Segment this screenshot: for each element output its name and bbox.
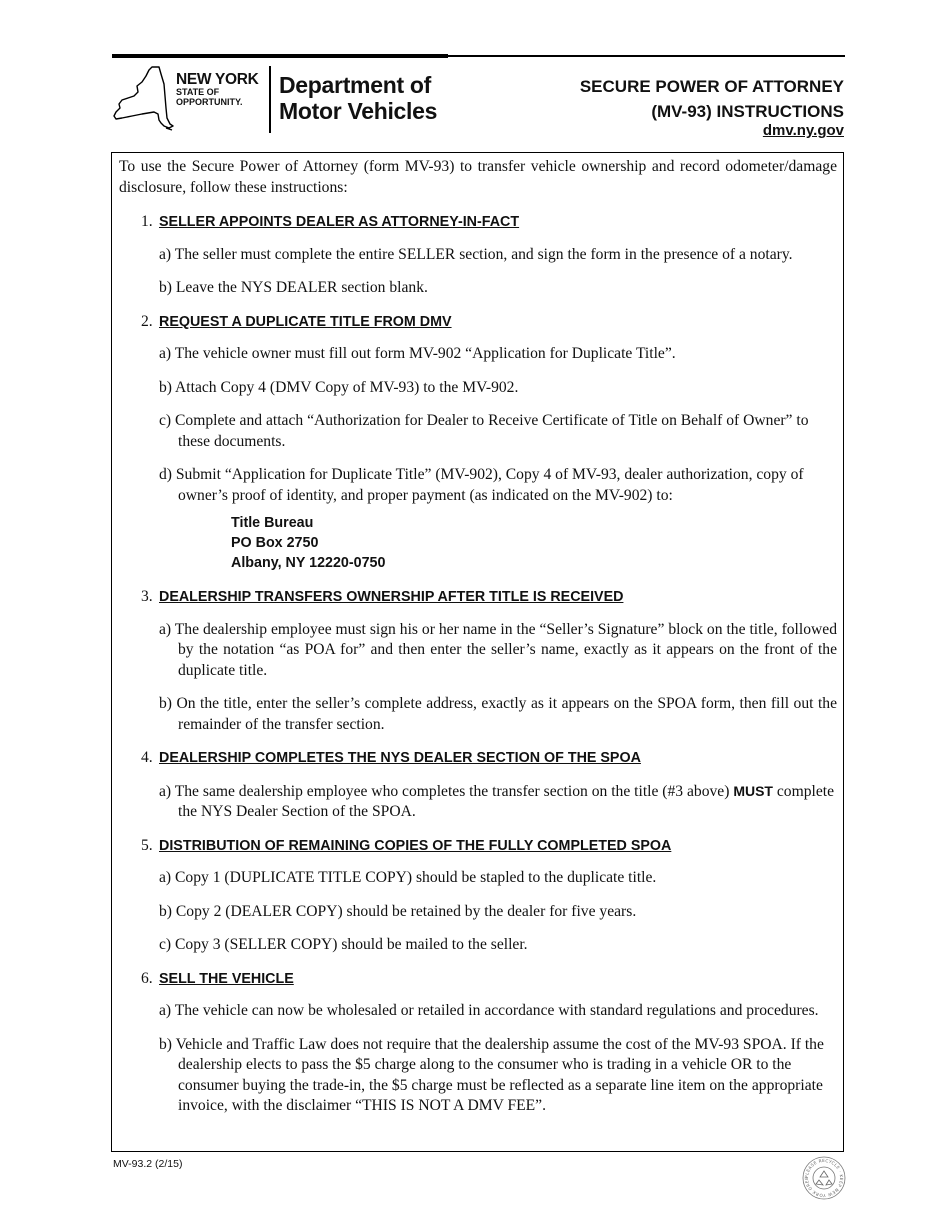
section-title: SELL THE VEHICLE xyxy=(159,970,294,987)
instruction-item: a) The vehicle owner must fill out form MV-902 “Application for Duplicate Title”. xyxy=(159,345,676,362)
instruction-item: b) Copy 2 (DEALER COPY) should be retained by the dealer for five years. xyxy=(159,902,637,920)
document-title-line1: SECURE POWER OF ATTORNEY xyxy=(579,77,844,96)
section-1 xyxy=(119,212,837,299)
section-number: 6. xyxy=(141,969,153,987)
address-line: Albany, NY 12220-0750 xyxy=(231,555,386,571)
section-number: 1. xyxy=(141,213,153,230)
section-number: 5. xyxy=(141,836,153,854)
document-title xyxy=(580,74,844,124)
logo-state-of: STATE OF xyxy=(176,87,220,97)
section-number: 3. xyxy=(141,588,153,605)
header-rule xyxy=(112,55,845,57)
instruction-item: b) Attach Copy 4 (DMV Copy of MV-93) to the MV-902. xyxy=(159,378,519,396)
logo-dept-line1: Department of xyxy=(279,72,432,98)
logo-dept-line2: Motor Vehicles xyxy=(279,98,438,124)
instructions-content xyxy=(119,157,837,1130)
section-3 xyxy=(119,587,837,735)
section-5 xyxy=(119,836,837,956)
recycle-icon xyxy=(802,1156,846,1200)
intro-paragraph: To use the Secure Power of Attorney (form MV-93) to transfer vehicle ownership and record odometer/damage disclosure, follow these instructions: xyxy=(119,158,837,196)
logo-opportunity: OPPORTUNITY. xyxy=(176,97,243,107)
address-line: Title Bureau xyxy=(231,515,314,531)
instruction-item: b) Leave the NYS DEALER section blank. xyxy=(159,279,428,296)
section-title: REQUEST A DUPLICATE TITLE FROM DMV xyxy=(159,313,452,330)
section-title: SELLER APPOINTS DEALER AS ATTORNEY-IN-FACT xyxy=(159,214,520,230)
instruction-item: a) The dealership employee must sign his or her name in the “Seller’s Signature” block on the title, followed by the notation “as POA for” and then enter the seller’s name, exactly as it appears on the front of the duplicate title. xyxy=(159,620,837,679)
section-6 xyxy=(119,969,837,1117)
instruction-item: b) On the title, enter the seller’s complete address, exactly as it appears on the SPOA form, then fill out the remainder of the transfer section. xyxy=(159,695,837,733)
new-york-state-map-icon xyxy=(112,64,174,134)
dmv-website-link[interactable]: dmv.ny.gov xyxy=(762,122,844,139)
recycle-ring-text: PLEASE RECYCLE · KEEP NEW YORK GREE xyxy=(803,1157,845,1199)
section-title: DISTRIBUTION OF REMAINING COPIES OF THE FULLY COMPLETED SPOA xyxy=(159,837,672,854)
nys-dmv-logo xyxy=(112,64,457,136)
section-title: DEALERSHIP COMPLETES THE NYS DEALER SECTION OF THE SPOA xyxy=(159,750,641,766)
form-code: MV-93.2 (2/15) xyxy=(113,1158,183,1170)
instruction-item: b) Vehicle and Traffic Law does not require that the dealership assume the cost of the MV-93 SPOA. If the dealership elects to pass the $5 charge along to the consumer who is trading in a vehicle OR to the consumer buying the trade-in, the $5 charge must be reflected as a separate line item on the appropriate invoice, with the disclaimer “THIS IS NOT A DMV FEE”. xyxy=(159,1035,824,1114)
instruction-item: a) The vehicle can now be wholesaled or retailed in accordance with standard regulations and procedures. xyxy=(159,1002,819,1019)
instruction-item: c) Complete and attach “Authorization for Dealer to Receive Certificate of Title on Behalf of Owner” to these documents. xyxy=(159,412,809,450)
logo-divider xyxy=(269,66,271,133)
instruction-text: complete the NYS Dealer Section of the SPOA. xyxy=(178,782,835,820)
instruction-item: a) Copy 1 (DUPLICATE TITLE COPY) should be stapled to the duplicate title. xyxy=(159,869,657,886)
mailing-address xyxy=(231,513,837,573)
logo-state-name: NEW YORK xyxy=(176,71,259,88)
section-4 xyxy=(119,748,837,823)
section-2 xyxy=(119,312,837,574)
instruction-item: c) Copy 3 (SELLER COPY) should be mailed to the seller. xyxy=(159,936,528,953)
instruction-item: a) The seller must complete the entire SELLER section, and sign the form in the presence of a notary. xyxy=(159,245,793,263)
instruction-item: d) Submit “Application for Duplicate Title” (MV-902), Copy 4 of MV-93, dealer authorization, copy of owner’s proof of identity, and proper payment (as indicated on the MV-902) to: xyxy=(159,466,804,504)
address-line: PO Box 2750 xyxy=(231,535,319,551)
document-title-line2: (MV-93) INSTRUCTIONS xyxy=(651,102,844,121)
section-number: 2. xyxy=(141,312,153,330)
must-emphasis: MUST xyxy=(733,782,773,799)
section-title: DEALERSHIP TRANSFERS OWNERSHIP AFTER TITLE IS RECEIVED xyxy=(159,589,624,605)
instruction-item xyxy=(159,781,837,823)
section-number: 4. xyxy=(141,749,153,766)
instruction-text: a) The same dealership employee who completes the transfer section on the title (#3 above) xyxy=(159,782,734,800)
